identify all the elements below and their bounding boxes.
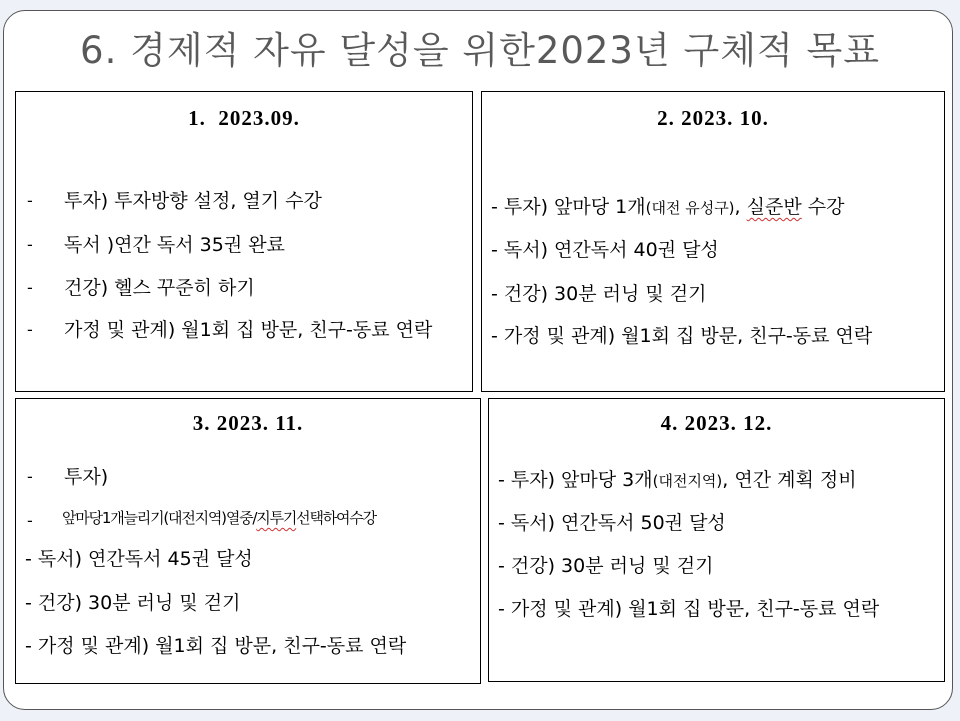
goal-investment-separator: , (734, 196, 747, 218)
goal-investment-end: 수강 (801, 196, 845, 218)
goal-reading: 독서 )연간 독서 35권 완료 (64, 234, 285, 256)
bullet-dash: - (27, 191, 33, 210)
goal-investment-location: (대전 유성구) (645, 199, 735, 217)
bullet-dash: - (27, 511, 33, 530)
goal-investment: 투자) 투자방향 설정, 열기 수강 (64, 190, 322, 212)
goal-reading: - 독서) 연간독서 40권 달성 (491, 239, 719, 261)
goal-box-november (15, 398, 481, 684)
goal-box-october (481, 91, 945, 392)
box-heading: 4. 2023. 12. (660, 411, 773, 435)
goal-investment-end: , 연간 계획 정비 (722, 469, 857, 491)
goal-investment-detail (62, 507, 376, 528)
goal-box-september (15, 91, 473, 392)
bullet-dash: - (27, 278, 33, 297)
bullet-dash: - (27, 320, 33, 339)
goal-investment-detail-post: 선택하여수강 (296, 509, 376, 527)
goal-investment-main: - 투자) 앞마당 3개 (498, 469, 653, 491)
goal-investment: 투자) (64, 466, 109, 488)
goal-family: - 가정 및 관계) 월1회 집 방문, 친구-동료 연락 (25, 635, 407, 657)
goal-investment-detail-pre: 앞마당1개늘리기(대전지역)열중/ (62, 509, 257, 527)
box-heading: 3. 2023. 11. (192, 411, 304, 435)
goal-health: 건강) 헬스 꾸준히 하기 (64, 277, 255, 299)
goal-health: - 건강) 30분 러닝 및 걷기 (25, 592, 241, 614)
goal-family: 가정 및 관계) 월1회 집 방문, 친구-동료 연락 (64, 319, 433, 341)
goal-investment-location: (대전지역) (652, 472, 723, 490)
goal-family: - 가정 및 관계) 월1회 집 방문, 친구-동료 연락 (491, 325, 873, 347)
box-heading: 2. 2023. 10. (657, 106, 769, 130)
box-heading: 1. 2023.09. (188, 106, 300, 130)
goal-family: - 가정 및 관계) 월1회 집 방문, 친구-동료 연락 (498, 598, 880, 620)
bullet-dash: - (27, 235, 33, 254)
goal-reading: - 독서) 연간독서 50권 달성 (498, 512, 726, 534)
goal-health: - 건강) 30분 러닝 및 걷기 (498, 555, 714, 577)
goal-investment (491, 192, 844, 219)
slide-title: 6. 경제적 자유 달성을 위한2023년 구체적 목표 (80, 29, 880, 72)
goal-health: - 건강) 30분 러닝 및 걷기 (491, 283, 707, 305)
bullet-dash: - (27, 467, 33, 486)
goal-investment-main: - 투자) 앞마당 1개 (491, 196, 646, 218)
goal-reading: - 독서) 연간독서 45권 달성 (25, 548, 253, 570)
goal-investment-detail-course: 지투기 (256, 509, 297, 527)
goal-box-december (488, 398, 945, 682)
goal-investment-course: 실준반 (746, 196, 802, 218)
goal-investment (498, 465, 857, 492)
